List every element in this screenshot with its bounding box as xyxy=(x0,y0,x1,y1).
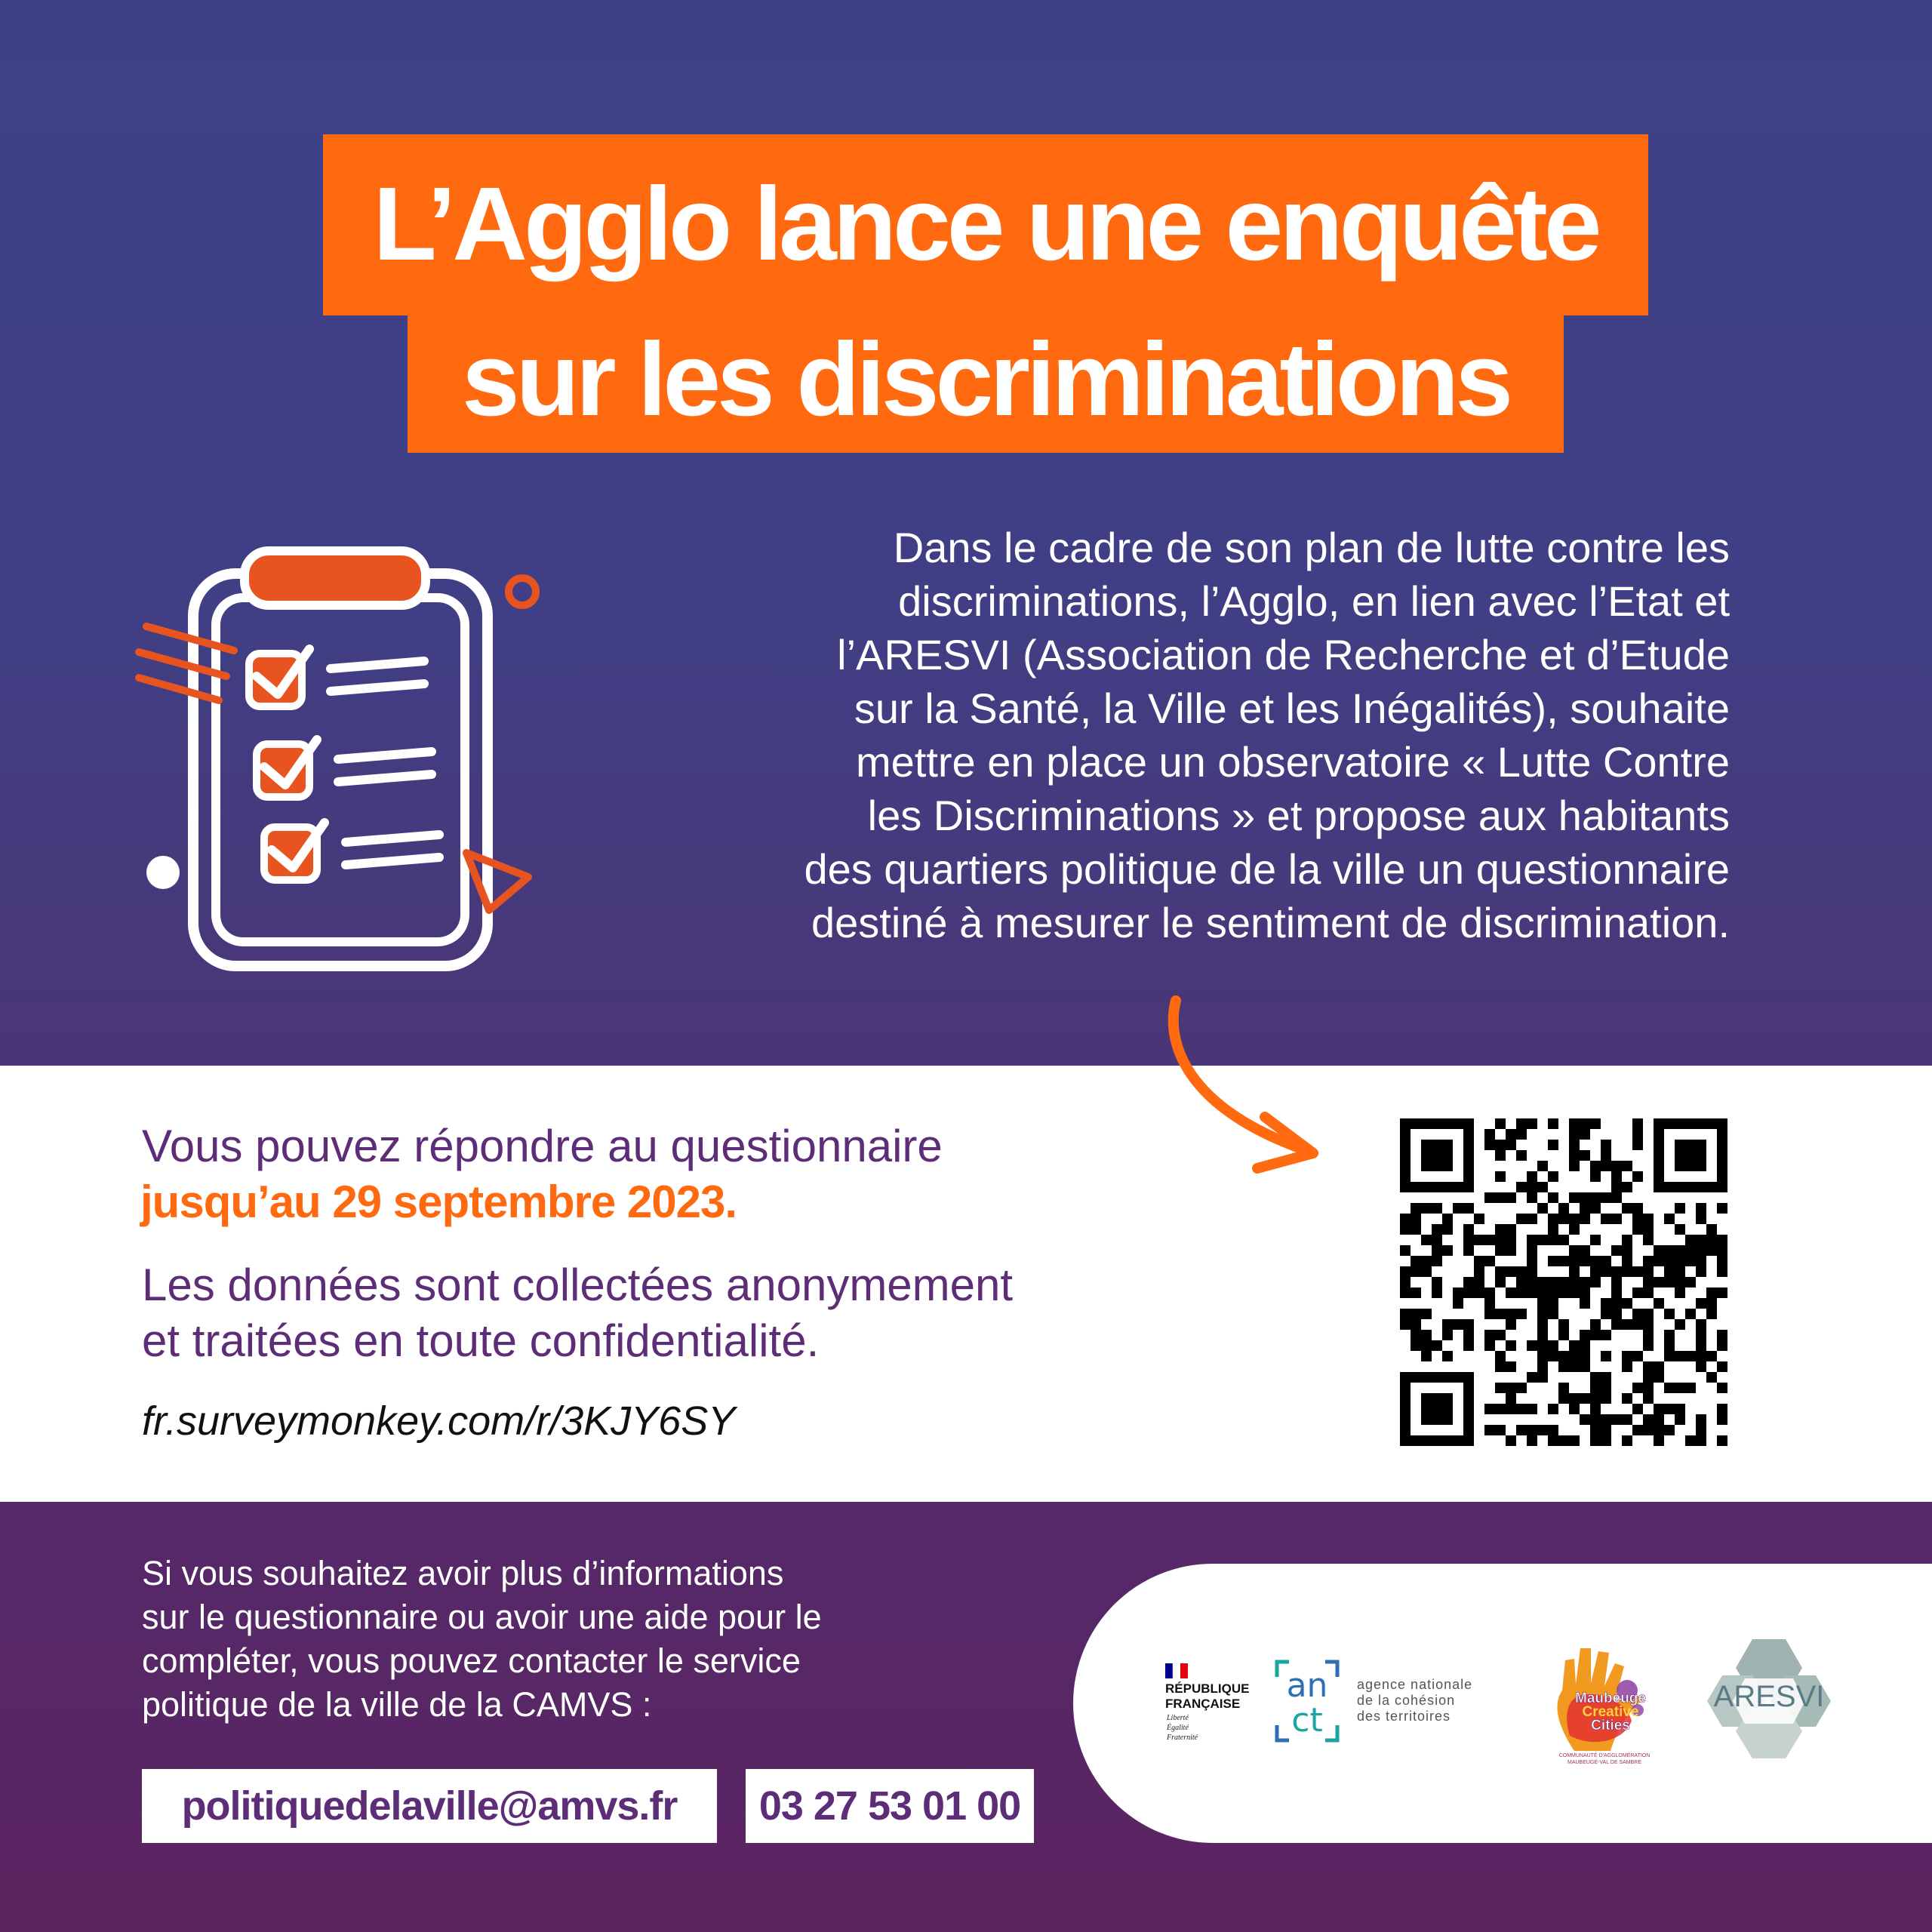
svg-text:an: an xyxy=(1286,1666,1328,1705)
svg-text:Creative: Creative xyxy=(1582,1704,1639,1720)
republique-francaise-logo xyxy=(1165,1681,1249,1712)
rf-motto-line: Liberté xyxy=(1167,1714,1189,1722)
anct-logo xyxy=(1274,1659,1340,1743)
survey-link[interactable]: fr.surveymonkey.com/r/3KJY6SY xyxy=(142,1398,736,1444)
contact-line: Si vous souhaitez avoir plus d’informations xyxy=(142,1554,784,1592)
intro-line: destiné à mesurer le sentiment de discrimination. xyxy=(811,899,1730,946)
intro-line: les Discriminations » et propose aux habitants xyxy=(867,792,1730,839)
answer-instruction: Vous pouvez répondre au questionnaire xyxy=(142,1121,943,1171)
maubeuge-sub-line: COMMUNAUTÉ D'AGGLOMÉRATION xyxy=(1558,1753,1651,1758)
contact-line: politique de la ville de la CAMVS : xyxy=(142,1685,652,1724)
anct-line: des territoires xyxy=(1357,1709,1451,1724)
intro-line: des quartiers politique de la ville un questionnaire xyxy=(804,845,1730,893)
svg-text:Cities: Cities xyxy=(1591,1718,1630,1734)
anct-label xyxy=(1357,1677,1472,1724)
maubeuge-sublabel xyxy=(1553,1752,1656,1766)
marianne-flag-icon xyxy=(1165,1663,1188,1678)
deadline-text: jusqu’au 29 septembre 2023. xyxy=(140,1177,737,1227)
page-title-line-2: sur les discriminations xyxy=(408,305,1564,453)
maubeuge-creative-cities-logo xyxy=(1537,1638,1665,1766)
anct-line: agence nationale xyxy=(1357,1677,1473,1692)
contact-phone[interactable]: 03 27 53 01 00 xyxy=(746,1769,1034,1843)
svg-text:Maubeuge: Maubeuge xyxy=(1575,1690,1646,1706)
contact-email[interactable]: politiquedelaville@amvs.fr xyxy=(142,1769,717,1843)
rf-motto xyxy=(1167,1713,1198,1743)
qr-code-icon[interactable] xyxy=(1400,1118,1727,1446)
maubeuge-sub-line: MAUBEUGE-VAL DE SAMBRE xyxy=(1567,1760,1642,1765)
clipboard-checklist-icon xyxy=(128,528,551,981)
anonymity-line-1: Les données sont collectées anonymement xyxy=(142,1260,1014,1310)
rf-line-2: FRANÇAISE xyxy=(1165,1697,1241,1711)
intro-line: l’ARESVI (Association de Recherche et d’Etude xyxy=(837,631,1730,678)
anonymity-line-2: et traitées en toute confidentialité. xyxy=(142,1315,820,1366)
contact-paragraph xyxy=(142,1552,822,1727)
contact-line: compléter, vous pouvez contacter le service xyxy=(142,1641,801,1680)
curved-arrow-icon xyxy=(1132,989,1328,1185)
aresvi-label: ARESVI xyxy=(1713,1680,1825,1713)
intro-line: Dans le cadre de son plan de lutte contre les xyxy=(893,524,1730,571)
intro-line: sur la Santé, la Ville et les Inégalités), souhaite xyxy=(854,685,1730,732)
rf-motto-line: Égalité xyxy=(1167,1724,1189,1732)
svg-text:ct: ct xyxy=(1291,1701,1323,1740)
page-title-line-1: L’Agglo lance une enquête xyxy=(323,134,1648,315)
rf-motto-line: Fraternité xyxy=(1167,1734,1198,1742)
anct-line: de la cohésion xyxy=(1357,1693,1456,1708)
intro-line: discriminations, l’Agglo, en lien avec l’Etat et xyxy=(898,577,1730,625)
intro-line: mettre en place un observatoire « Lutte Contre xyxy=(855,738,1730,786)
rf-line-1: RÉPUBLIQUE xyxy=(1165,1681,1250,1696)
contact-line: sur le questionnaire ou avoir une aide pour le xyxy=(142,1598,822,1636)
intro-paragraph xyxy=(604,521,1730,949)
